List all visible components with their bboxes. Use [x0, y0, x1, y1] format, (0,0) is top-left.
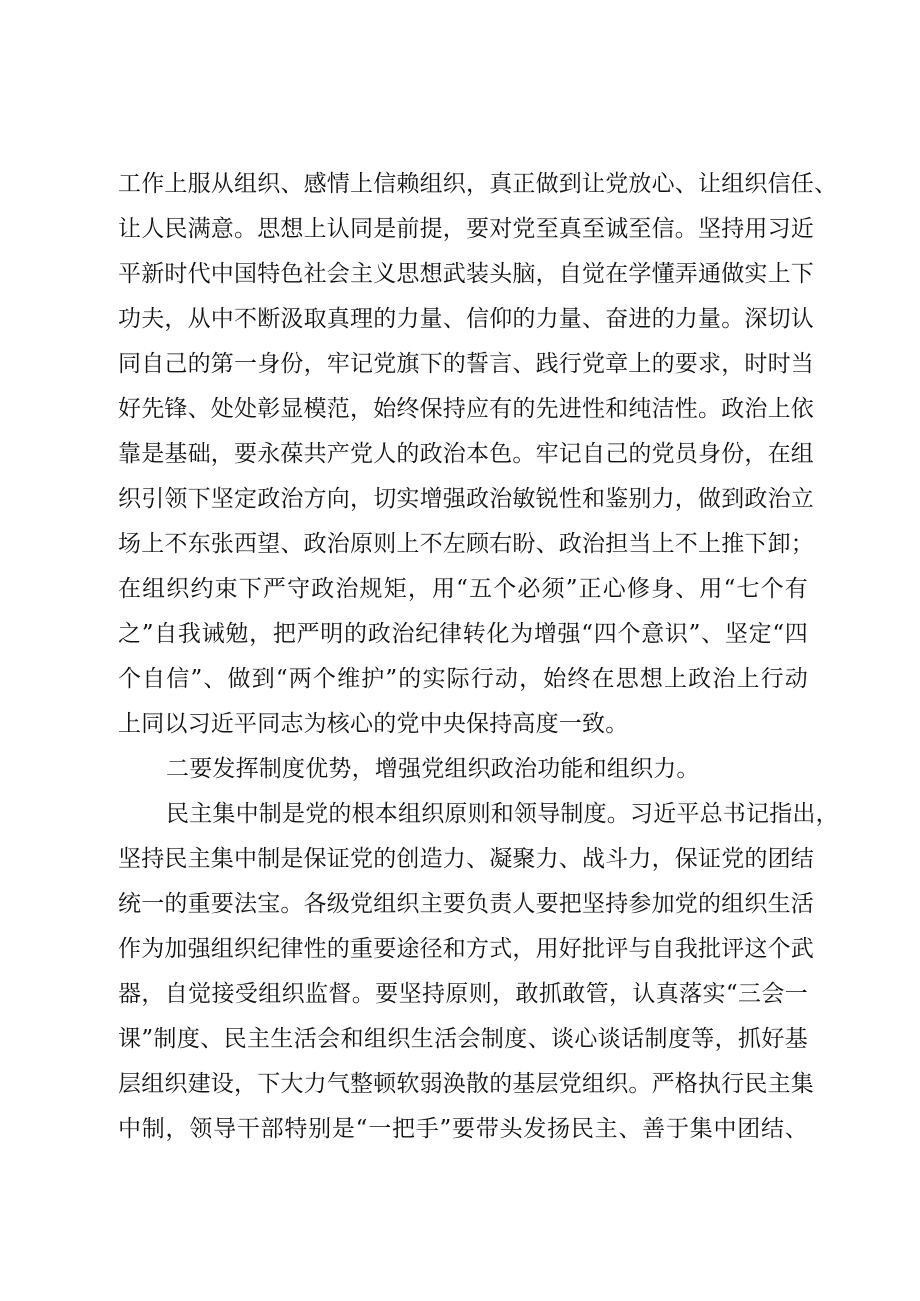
- text-line: 靠是基础，要永葆共产党人的政治本色。牢记自己的党员身份，在组: [118, 441, 814, 467]
- text-line: 场上不东张西望、政治原则上不左顾右盼、政治担当上不上推下卸；: [118, 531, 814, 557]
- text-line: 在组织约束下严守政治规矩，用“五个必须”正心修身、用“七个有: [118, 576, 808, 602]
- text-line: 功夫，从中不断汲取真理的力量、信仰的力量、奋进的力量。深切认: [118, 306, 814, 332]
- text-line: 民主集中制是党的根本组织原则和领导制度。习近平总书记指出，: [166, 801, 839, 827]
- text-line: 统一的重要法宝。各级党组织主要负责人要把坚持参加党的组织生活: [118, 891, 814, 917]
- text-line: 织引领下坚定政治方向，切实增强政治敏锐性和鉴别力，做到政治立: [118, 486, 814, 512]
- text-line: 器，自觉接受组织监督。要坚持原则，敢抓敢管，认真落实“三会一: [118, 981, 808, 1007]
- text-line: 让人民满意。思想上认同是前提，要对党至真至诚至信。坚持用习近: [118, 216, 814, 242]
- text-line: 同自己的第一身份，牢记党旗下的誓言、践行党章上的要求，时时当: [118, 351, 814, 377]
- text-line: 好先锋、处处彰显模范，始终保持应有的先进性和纯洁性。政治上依: [118, 396, 814, 422]
- text-line: 平新时代中国特色社会主义思想武装头脑，自觉在学懂弄通做实上下: [118, 261, 814, 287]
- text-line: 之”自我诫勉，把严明的政治纪律转化为增强“四个意识”、坚定“四: [118, 621, 808, 647]
- text-line: 上同以习近平同志为核心的党中央保持高度一致。: [118, 711, 629, 737]
- text-line: 层组织建设，下大力气整顿软弱涣散的基层党组织。严格执行民主集: [118, 1071, 814, 1097]
- heading-line: 二要发挥制度优势，增强党组织政治功能和组织力。: [166, 756, 700, 782]
- text-line: 课”制度、民主生活会和组织生活会制度、谈心谈话制度等，抓好基: [118, 1026, 808, 1052]
- text-line: 工作上服从组织、感情上信赖组织，真正做到让党放心、让组织信任、: [118, 171, 838, 197]
- text-line: 个自信”、做到“两个维护”的实际行动，始终在思想上政治上行动: [118, 666, 808, 692]
- text-line: 中制，领导干部特别是“一把手”要带头发扬民主、善于集中团结、: [118, 1116, 808, 1142]
- text-line: 作为加强组织纪律性的重要途径和方式，用好批评与自我批评这个武: [118, 936, 814, 962]
- text-line: 坚持民主集中制是保证党的创造力、凝聚力、战斗力，保证党的团结: [118, 846, 814, 872]
